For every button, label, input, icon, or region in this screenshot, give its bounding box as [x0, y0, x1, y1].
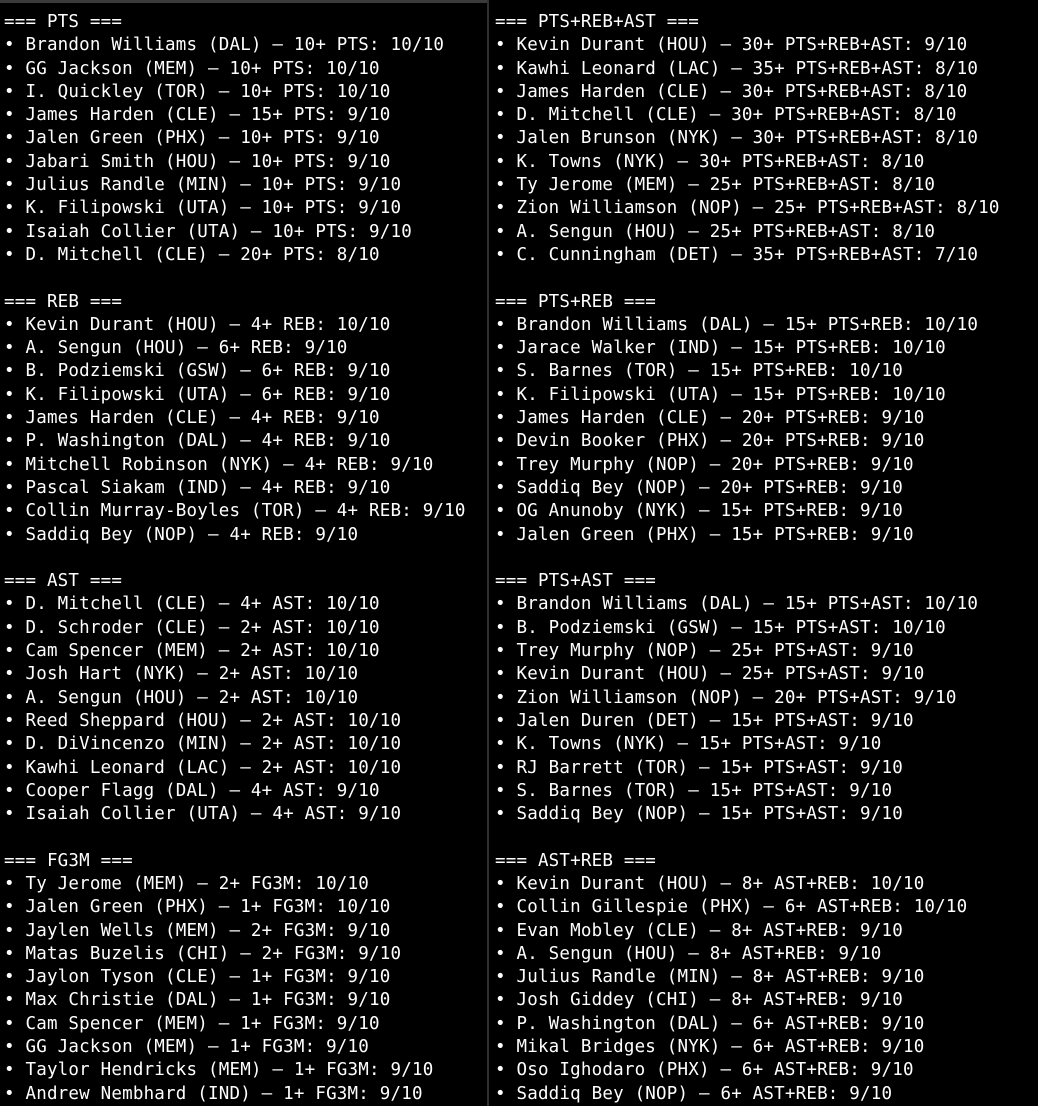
prop-line: • Jaylen Wells (MEM) – 2+ FG3M: 9/10 [4, 920, 391, 941]
prop-line: • K. Filipowski (UTA) – 6+ REB: 9/10 [4, 384, 391, 405]
prop-line: • A. Sengun (HOU) – 25+ PTS+REB+AST: 8/10 [495, 221, 936, 242]
prop-line: • Brandon Williams (DAL) – 15+ PTS+REB: 10/10 [495, 314, 979, 335]
section-header: === PTS+AST === [495, 571, 657, 592]
prop-line: • Cooper Flagg (DAL) – 4+ AST: 9/10 [4, 780, 380, 801]
prop-line: • Isaiah Collier (UTA) – 4+ AST: 9/10 [4, 804, 402, 825]
section-header: === FG3M === [4, 850, 133, 871]
prop-line: • K. Filipowski (UTA) – 15+ PTS+REB: 10/10 [495, 384, 946, 405]
prop-line: • Kawhi Leonard (LAC) – 35+ PTS+REB+AST: 8/10 [495, 58, 979, 79]
prop-line: • I. Quickley (TOR) – 10+ PTS: 10/10 [4, 81, 391, 102]
prop-line: • Devin Booker (PHX) – 20+ PTS+REB: 9/10 [495, 431, 925, 452]
prop-line: • D. DiVincenzo (MIN) – 2+ AST: 10/10 [4, 734, 402, 755]
terminal-output-right [495, 11, 1000, 1106]
prop-line: • Cam Spencer (MEM) – 2+ AST: 10/10 [4, 641, 380, 662]
prop-line: • Brandon Williams (DAL) – 10+ PTS: 10/10 [4, 35, 445, 56]
prop-line: • Kevin Durant (HOU) – 8+ AST+REB: 10/10 [495, 873, 925, 894]
prop-line: • Brandon Williams (DAL) – 15+ PTS+AST: 10/10 [495, 594, 979, 615]
prop-line: • OG Anunoby (NYK) – 15+ PTS+REB: 9/10 [495, 501, 903, 522]
prop-line: • A. Sengun (HOU) – 8+ AST+REB: 9/10 [495, 943, 882, 964]
prop-line: • K. Towns (NYK) – 30+ PTS+REB+AST: 8/10 [495, 151, 925, 172]
prop-line: • P. Washington (DAL) – 4+ REB: 9/10 [4, 431, 391, 452]
terminal-pane-left[interactable] [0, 0, 487, 1106]
prop-line: • Oso Ighodaro (PHX) – 6+ AST+REB: 9/10 [495, 1060, 914, 1081]
prop-line: • K. Towns (NYK) – 15+ PTS+AST: 9/10 [495, 734, 882, 755]
section-header: === PTS+REB+AST === [495, 12, 699, 32]
prop-line: • P. Washington (DAL) – 6+ AST+REB: 9/10 [495, 1013, 925, 1034]
prop-line: • Julius Randle (MIN) – 8+ AST+REB: 9/10 [495, 967, 925, 988]
prop-line: • Jalen Green (PHX) – 15+ PTS+REB: 9/10 [495, 524, 914, 545]
prop-line: • Andrew Nembhard (IND) – 1+ FG3M: 9/10 [4, 1083, 423, 1104]
section-header: === PTS+REB === [495, 291, 657, 312]
prop-line: • Jabari Smith (HOU) – 10+ PTS: 9/10 [4, 151, 391, 172]
prop-line: • GG Jackson (MEM) – 1+ FG3M: 9/10 [4, 1037, 370, 1058]
blank-line [4, 826, 466, 849]
prop-line: • Saddiq Bey (NOP) – 20+ PTS+REB: 9/10 [495, 477, 903, 498]
prop-line: • Matas Buzelis (CHI) – 2+ FG3M: 9/10 [4, 943, 402, 964]
section-header: === PTS === [4, 12, 123, 32]
prop-line: • Jarace Walker (IND) – 15+ PTS+REB: 10/10 [495, 338, 946, 359]
prop-line: • Mikal Bridges (NYK) – 6+ AST+REB: 9/10 [495, 1037, 925, 1058]
prop-line: • Josh Giddey (CHI) – 8+ AST+REB: 9/10 [495, 990, 903, 1011]
prop-line: • Ty Jerome (MEM) – 25+ PTS+REB+AST: 8/10 [495, 175, 936, 196]
prop-line: • Julius Randle (MIN) – 10+ PTS: 9/10 [4, 175, 402, 196]
prop-line: • Saddiq Bey (NOP) – 15+ PTS+AST: 9/10 [495, 804, 903, 825]
prop-line: • Kevin Durant (HOU) – 30+ PTS+REB+AST: 9/10 [495, 35, 968, 56]
prop-line: • S. Barnes (TOR) – 15+ PTS+REB: 10/10 [495, 361, 903, 382]
prop-line: • Kevin Durant (HOU) – 4+ REB: 10/10 [4, 314, 391, 335]
blank-line [4, 547, 466, 570]
prop-line: • Pascal Siakam (IND) – 4+ REB: 9/10 [4, 477, 391, 498]
prop-line: • D. Mitchell (CLE) – 30+ PTS+REB+AST: 8/10 [495, 105, 957, 126]
prop-line: • A. Sengun (HOU) – 2+ AST: 10/10 [4, 687, 359, 708]
prop-line: • Jalen Green (PHX) – 1+ FG3M: 10/10 [4, 897, 391, 918]
prop-line: • Jalen Duren (DET) – 15+ PTS+AST: 9/10 [495, 710, 914, 731]
prop-line: • Max Christie (DAL) – 1+ FG3M: 9/10 [4, 990, 391, 1011]
prop-line: • James Harden (CLE) – 15+ PTS: 9/10 [4, 105, 391, 126]
prop-line: • Kawhi Leonard (LAC) – 2+ AST: 10/10 [4, 757, 402, 778]
section-header: === REB === [4, 291, 123, 312]
prop-line: • S. Barnes (TOR) – 15+ PTS+AST: 9/10 [495, 780, 893, 801]
prop-line: • GG Jackson (MEM) – 10+ PTS: 10/10 [4, 58, 380, 79]
prop-line: • Kevin Durant (HOU) – 25+ PTS+AST: 9/10 [495, 664, 925, 685]
prop-line: • James Harden (CLE) – 4+ REB: 9/10 [4, 408, 380, 429]
prop-line: • Zion Williamson (NOP) – 25+ PTS+REB+AST: 8/10 [495, 198, 1000, 219]
prop-line: • Trey Murphy (NOP) – 25+ PTS+AST: 9/10 [495, 641, 914, 662]
blank-line [495, 547, 1000, 570]
prop-line: • James Harden (CLE) – 20+ PTS+REB: 9/10 [495, 408, 925, 429]
prop-line: • Jalen Brunson (NYK) – 30+ PTS+REB+AST: 8/10 [495, 128, 979, 149]
prop-line: • Jaylon Tyson (CLE) – 1+ FG3M: 9/10 [4, 967, 391, 988]
prop-line: • B. Podziemski (GSW) – 6+ REB: 9/10 [4, 361, 391, 382]
prop-line: • Reed Sheppard (HOU) – 2+ AST: 10/10 [4, 710, 402, 731]
section-header: === AST === [4, 571, 123, 592]
prop-line: • C. Cunningham (DET) – 35+ PTS+REB+AST: 7/10 [495, 244, 979, 265]
prop-line: • Saddiq Bey (NOP) – 6+ AST+REB: 9/10 [495, 1083, 893, 1104]
prop-line: • D. Mitchell (CLE) – 20+ PTS: 8/10 [4, 244, 380, 265]
prop-line: • Cam Spencer (MEM) – 1+ FG3M: 9/10 [4, 1013, 380, 1034]
prop-line: • Saddiq Bey (NOP) – 4+ REB: 9/10 [4, 524, 359, 545]
section-header: === AST+REB === [495, 850, 657, 871]
prop-line: • Collin Murray-Boyles (TOR) – 4+ REB: 9/10 [4, 501, 466, 522]
prop-line: • Trey Murphy (NOP) – 20+ PTS+REB: 9/10 [495, 454, 914, 475]
prop-line: • D. Schroder (CLE) – 2+ AST: 10/10 [4, 617, 380, 638]
blank-line [495, 826, 1000, 849]
prop-line: • James Harden (CLE) – 30+ PTS+REB+AST: 8/10 [495, 81, 968, 102]
prop-line: • D. Mitchell (CLE) – 4+ AST: 10/10 [4, 594, 380, 615]
terminal-output-left [4, 11, 466, 1106]
prop-line: • Josh Hart (NYK) – 2+ AST: 10/10 [4, 664, 359, 685]
prop-line: • A. Sengun (HOU) – 6+ REB: 9/10 [4, 338, 348, 359]
prop-line: • K. Filipowski (UTA) – 10+ PTS: 9/10 [4, 198, 402, 219]
blank-line [495, 267, 1000, 290]
blank-line [4, 267, 466, 290]
prop-line: • B. Podziemski (GSW) – 15+ PTS+AST: 10/10 [495, 617, 946, 638]
prop-line: • Jalen Green (PHX) – 10+ PTS: 9/10 [4, 128, 380, 149]
prop-line: • Zion Williamson (NOP) – 20+ PTS+AST: 9/10 [495, 687, 957, 708]
prop-line: • Isaiah Collier (UTA) – 10+ PTS: 9/10 [4, 221, 412, 242]
prop-line: • Collin Gillespie (PHX) – 6+ AST+REB: 10/10 [495, 897, 968, 918]
prop-line: • Evan Mobley (CLE) – 8+ AST+REB: 9/10 [495, 920, 903, 941]
prop-line: • Taylor Hendricks (MEM) – 1+ FG3M: 9/10 [4, 1060, 434, 1081]
prop-line: • Ty Jerome (MEM) – 2+ FG3M: 10/10 [4, 873, 370, 894]
terminal-pane-right[interactable] [489, 0, 1038, 1106]
prop-line: • Mitchell Robinson (NYK) – 4+ REB: 9/10 [4, 454, 434, 475]
prop-line: • RJ Barrett (TOR) – 15+ PTS+AST: 9/10 [495, 757, 903, 778]
